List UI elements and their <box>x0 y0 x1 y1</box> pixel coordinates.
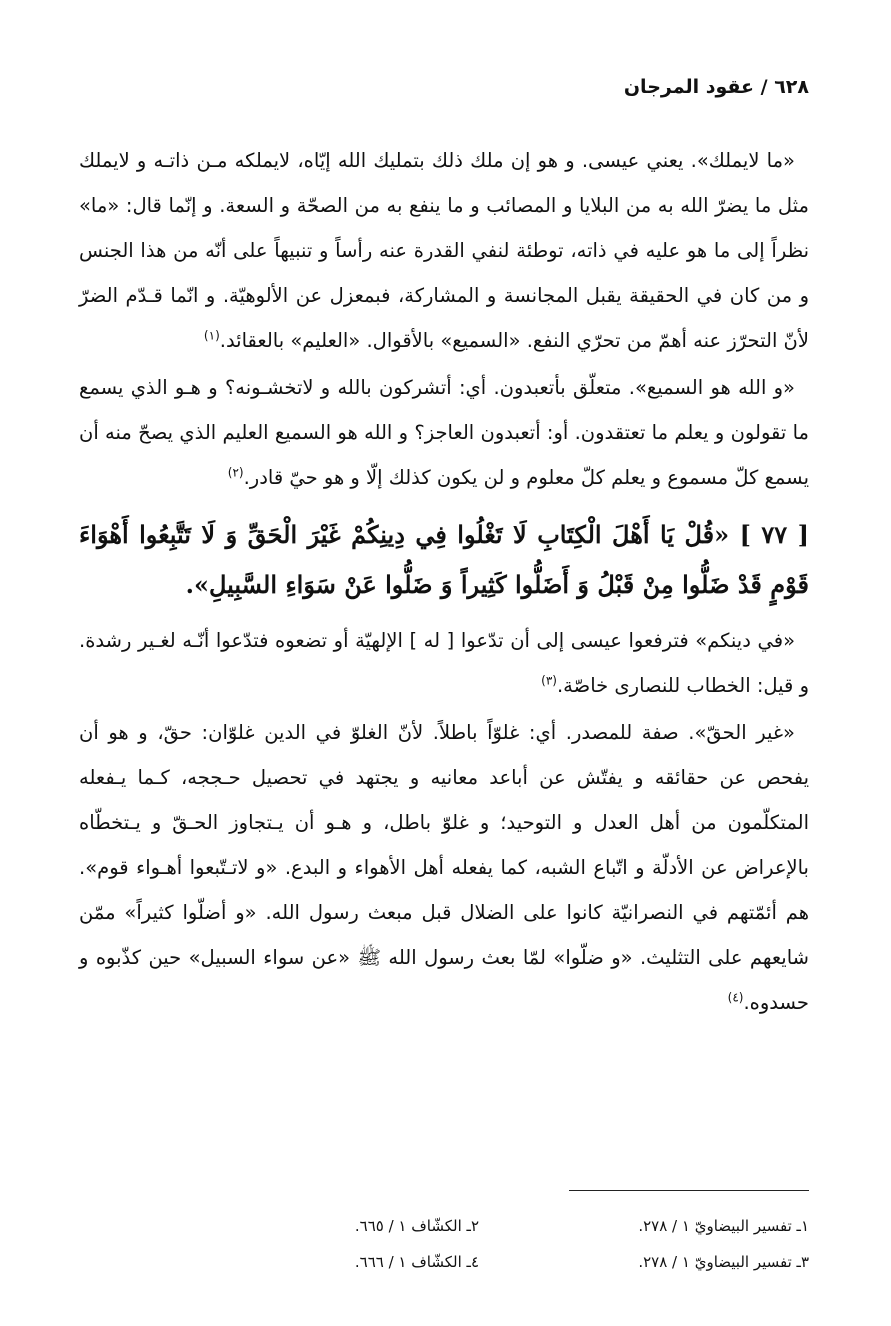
paragraph-3-text: «في دينكم» فترفعوا عيسى إلى أن تدّعوا [ له ] الإلهيّة أو تضعوه فتدّعوا أنّـه لغـير رشدة. و قيل: الخطاب للنصارى خاصّة. <box>79 629 809 697</box>
footnote-separator <box>569 1190 809 1191</box>
paragraph-1-text: «ما لايملك». يعني عيسى. و هو إن ملك ذلك بتمليك الله إيّاه، لايملكه مـن ذاتـه و لايملك مثل ما يضرّ الله به من البلايا و المصائب و ما ينفع به من الصحّة و السعة. و إنّما قال: «ما» نظراً إلى ما هو عليه في ذاته، توطئة لنفي القدرة عنه رأساً و تنبيهاً على أنّه من هذا الجنس و من كان في الحقيقة يقبل المجانسة و المشاركة، فبمعزل عن الألوهيّة. و انّما قـدّم الضرّ لأنّ التحرّز عنه أهمّ من تحرّي النفع. «السميع» بالأقوال. «العليم» بالعقائد. <box>79 149 809 352</box>
paragraph-4-text: «غير الحقّ». صفة للمصدر. أي: غلوّاً باطلاً. لأنّ الغلوّ في الدين غلوّان: حقّ، و هو أن يفحص عن حقائقه و يفتّش عن أباعد معانيه و يجتهد في تحصيل حـججه، كـما يـفعله المتكلّمون من أهل العدل و التوحيد؛ و غلوّ باطل، و هـو أن يـتجاوز الحـقّ و يـتخطّاه بالإعراض عن الأدلّة و اتّباع الشبه، كما يفعله أهل الأهواء و البدع. «و لاتـتّبعوا أهـواء قوم». هم أئمّتهم في النصرانيّة كانوا على الضلال قبل مبعث رسول الله. «و أضلّوا كثيراً» ممّن شايعهم على التثليث. «و ضلّوا» لمّا بعث رسول الله ﷺ «عن سواء السبيل» حين كذّبوه و حسدوه. <box>79 721 809 1014</box>
footnote-ref-3: (٣) <box>541 673 557 688</box>
footnote-2: ٢ـ الكشّاف ١ / ٦٦٥. <box>354 1217 479 1235</box>
paragraph-2 <box>79 365 809 500</box>
paragraph-4 <box>79 710 809 1025</box>
footnote-row-2 <box>79 1244 809 1280</box>
footnote-ref-4: (٤) <box>727 990 744 1005</box>
footnote-row-1 <box>79 1208 809 1244</box>
footnote-1: ١ـ تفسير البيضاويّ ١ / ٢٧٨. <box>638 1217 809 1235</box>
footnote-3: ٣ـ تفسير البيضاويّ ١ / ٢٧٨. <box>638 1253 809 1271</box>
footnote-4: ٤ـ الكشّاف ١ / ٦٦٦. <box>354 1253 479 1271</box>
paragraph-1 <box>79 138 809 363</box>
footnotes <box>79 1208 809 1280</box>
main-text <box>79 138 809 1027</box>
footnote-ref-2: (٢) <box>227 465 244 480</box>
paragraph-3 <box>79 618 809 708</box>
quran-verse: [ ٧٧ ] «قُلْ يَا أَهْلَ الْكِتَابِ لَا تَغْلُوا فِي دِينِكُمْ غَيْرَ الْحَقِّ وَ لَا تَتَّبِعُوا أَهْوَاءَ قَوْمٍ قَدْ ضَلُّوا مِنْ قَبْلُ وَ أَضَلُّوا كَثِيراً وَ ضَلُّوا عَنْ سَوَاءِ السَّبِيلِ». <box>79 520 810 599</box>
running-head: ٦٢٨ / عقود المرجان <box>623 76 809 98</box>
paragraph-2-text: «و الله هو السميع». متعلّق بأتعبدون. أي: أتشركون بالله و لاتخشـونه؟ و هـو الذي يسمع ما تقولون و يعلم ما تعتقدون. أو: أتعبدون العاجز؟ و الله هو السميع العليم الذي يصحّ منه أن يسمع كلّ مسموع و يعلم كلّ معلوم و لن يكون كذلك إلّا و هو حيّ قادر. <box>79 376 809 489</box>
footnote-ref-1: (١) <box>203 328 220 343</box>
